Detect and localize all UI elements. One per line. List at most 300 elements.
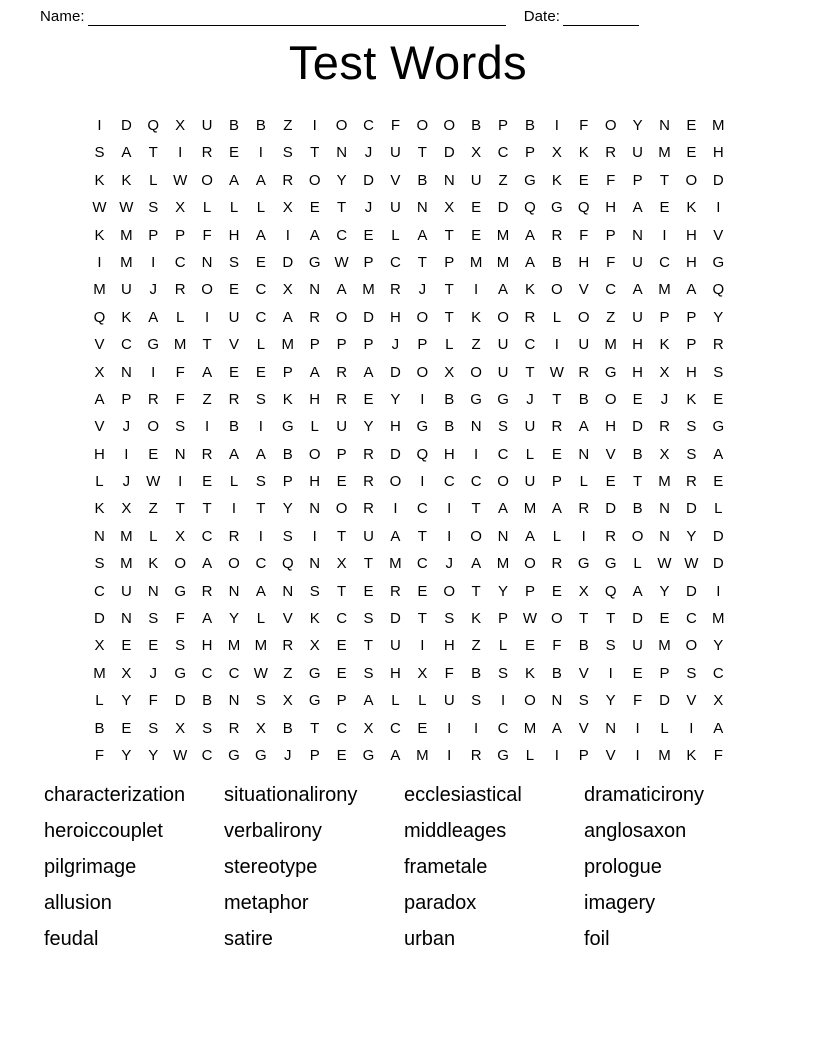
- grid-cell[interactable]: B: [444, 418, 455, 436]
- grid-cell[interactable]: O: [604, 117, 617, 134]
- grid-cell[interactable]: M: [523, 719, 537, 737]
- grid-cell[interactable]: R: [390, 281, 401, 299]
- grid-cell[interactable]: F: [606, 253, 616, 271]
- grid-cell[interactable]: W: [334, 253, 349, 271]
- grid-cell[interactable]: B: [551, 664, 562, 682]
- grid-cell[interactable]: I: [204, 308, 210, 326]
- grid-cell[interactable]: E: [524, 637, 535, 655]
- grid-cell[interactable]: T: [337, 527, 347, 545]
- grid-cell[interactable]: S: [228, 253, 239, 271]
- grid-cell[interactable]: U: [336, 418, 348, 436]
- grid-cell[interactable]: H: [685, 363, 697, 381]
- grid-cell[interactable]: M: [658, 281, 671, 299]
- grid-cell[interactable]: L: [95, 692, 104, 710]
- grid-cell[interactable]: B: [444, 390, 455, 408]
- word-list-item[interactable]: middleages: [404, 820, 507, 842]
- grid-cell[interactable]: X: [713, 692, 724, 710]
- grid-cell[interactable]: S: [498, 664, 509, 682]
- grid-cell[interactable]: X: [175, 527, 186, 545]
- grid-cell[interactable]: A: [417, 226, 428, 244]
- grid-cell[interactable]: U: [632, 144, 643, 162]
- grid-cell[interactable]: R: [605, 527, 617, 545]
- grid-cell[interactable]: R: [363, 500, 374, 518]
- grid-cell[interactable]: S: [363, 610, 374, 628]
- grid-cell[interactable]: Y: [121, 746, 132, 764]
- grid-cell[interactable]: R: [551, 555, 563, 573]
- grid-cell[interactable]: W: [253, 664, 268, 682]
- grid-cell[interactable]: I: [608, 664, 613, 682]
- grid-cell[interactable]: F: [552, 637, 562, 655]
- grid-cell[interactable]: Q: [281, 555, 294, 573]
- grid-cell[interactable]: A: [309, 226, 320, 244]
- grid-cell[interactable]: A: [121, 144, 132, 162]
- grid-cell[interactable]: C: [201, 664, 213, 682]
- grid-cell[interactable]: H: [390, 418, 401, 436]
- grid-cell[interactable]: C: [416, 500, 428, 518]
- grid-cell[interactable]: L: [229, 473, 239, 491]
- grid-cell[interactable]: E: [228, 281, 239, 299]
- grid-cell[interactable]: O: [416, 117, 429, 134]
- grid-cell[interactable]: K: [686, 199, 697, 217]
- grid-cell[interactable]: R: [228, 390, 240, 408]
- grid-cell[interactable]: I: [447, 719, 452, 737]
- grid-cell[interactable]: R: [336, 363, 348, 381]
- grid-cell[interactable]: L: [525, 746, 535, 764]
- grid-cell[interactable]: S: [605, 637, 616, 655]
- grid-cell[interactable]: C: [416, 555, 428, 573]
- grid-cell[interactable]: U: [632, 308, 643, 326]
- grid-cell[interactable]: C: [443, 473, 455, 491]
- grid-cell[interactable]: E: [148, 637, 159, 655]
- grid-cell[interactable]: N: [443, 171, 455, 189]
- grid-cell[interactable]: R: [578, 500, 590, 518]
- grid-cell[interactable]: G: [416, 418, 429, 436]
- grid-cell[interactable]: V: [605, 445, 616, 463]
- grid-cell[interactable]: K: [686, 746, 697, 764]
- grid-cell[interactable]: R: [685, 473, 697, 491]
- grid-cell[interactable]: U: [524, 418, 536, 436]
- grid-cell[interactable]: E: [336, 746, 347, 764]
- grid-cell[interactable]: S: [255, 692, 266, 710]
- grid-cell[interactable]: O: [497, 473, 509, 491]
- grid-cell[interactable]: G: [308, 692, 321, 710]
- grid-cell[interactable]: M: [173, 336, 187, 354]
- grid-cell[interactable]: N: [659, 527, 670, 545]
- grid-cell[interactable]: A: [228, 171, 239, 189]
- grid-cell[interactable]: C: [497, 445, 509, 463]
- grid-cell[interactable]: D: [632, 610, 643, 628]
- grid-cell[interactable]: J: [149, 281, 158, 299]
- word-list-item[interactable]: situationalirony: [224, 784, 358, 806]
- grid-cell[interactable]: I: [662, 226, 667, 244]
- grid-cell[interactable]: E: [255, 253, 266, 271]
- grid-cell[interactable]: L: [552, 308, 562, 326]
- grid-cell[interactable]: B: [255, 117, 266, 134]
- grid-cell[interactable]: U: [632, 253, 643, 271]
- grid-cell[interactable]: E: [336, 664, 347, 682]
- grid-cell[interactable]: N: [470, 418, 482, 436]
- grid-cell[interactable]: N: [228, 582, 240, 600]
- grid-cell[interactable]: G: [362, 746, 375, 764]
- grid-cell[interactable]: X: [94, 363, 105, 381]
- grid-cell[interactable]: X: [659, 363, 670, 381]
- grid-cell[interactable]: C: [174, 253, 186, 271]
- word-list-item[interactable]: pilgrimage: [44, 856, 137, 878]
- grid-cell[interactable]: N: [659, 117, 670, 134]
- grid-cell[interactable]: N: [94, 527, 105, 545]
- grid-cell[interactable]: N: [336, 144, 348, 162]
- grid-cell[interactable]: H: [605, 199, 617, 217]
- grid-cell[interactable]: S: [471, 692, 482, 710]
- grid-cell[interactable]: R: [228, 719, 240, 737]
- grid-cell[interactable]: L: [256, 336, 266, 354]
- grid-cell[interactable]: J: [122, 418, 131, 436]
- grid-cell[interactable]: S: [255, 390, 266, 408]
- grid-cell[interactable]: O: [470, 527, 482, 545]
- grid-cell[interactable]: A: [713, 719, 724, 737]
- grid-cell[interactable]: O: [335, 500, 348, 518]
- grid-cell[interactable]: L: [633, 555, 642, 573]
- grid-cell[interactable]: A: [578, 418, 589, 436]
- grid-cell[interactable]: O: [443, 582, 456, 600]
- grid-cell[interactable]: E: [363, 582, 374, 600]
- grid-cell[interactable]: A: [632, 281, 643, 299]
- grid-cell[interactable]: I: [420, 637, 425, 655]
- grid-cell[interactable]: H: [201, 637, 213, 655]
- grid-cell[interactable]: K: [94, 500, 105, 518]
- grid-cell[interactable]: T: [552, 390, 562, 408]
- grid-cell[interactable]: D: [363, 171, 374, 189]
- grid-cell[interactable]: Y: [713, 308, 724, 326]
- grid-cell[interactable]: C: [336, 226, 348, 244]
- grid-cell[interactable]: B: [282, 719, 293, 737]
- grid-cell[interactable]: B: [228, 117, 239, 134]
- grid-cell[interactable]: M: [658, 637, 671, 655]
- grid-cell[interactable]: C: [524, 336, 536, 354]
- grid-cell[interactable]: I: [474, 719, 479, 737]
- grid-cell[interactable]: N: [659, 500, 670, 518]
- grid-cell[interactable]: U: [201, 117, 213, 134]
- grid-cell[interactable]: Z: [202, 390, 212, 408]
- word-list-item[interactable]: urban: [404, 928, 456, 950]
- grid-cell[interactable]: R: [363, 445, 374, 463]
- grid-cell[interactable]: S: [148, 199, 159, 217]
- grid-cell[interactable]: S: [282, 527, 293, 545]
- grid-cell[interactable]: O: [443, 117, 456, 134]
- grid-cell[interactable]: T: [202, 336, 212, 354]
- grid-cell[interactable]: E: [686, 117, 697, 134]
- grid-cell[interactable]: H: [685, 226, 697, 244]
- grid-cell[interactable]: G: [551, 199, 563, 217]
- word-list-item[interactable]: satire: [224, 928, 273, 950]
- grid-cell[interactable]: L: [391, 226, 400, 244]
- grid-cell[interactable]: T: [148, 144, 158, 162]
- grid-cell[interactable]: X: [551, 144, 562, 162]
- grid-cell[interactable]: P: [498, 610, 509, 628]
- grid-cell[interactable]: H: [712, 144, 724, 162]
- grid-cell[interactable]: I: [124, 445, 129, 463]
- grid-cell[interactable]: B: [471, 117, 482, 134]
- grid-cell[interactable]: M: [120, 253, 133, 271]
- grid-cell[interactable]: T: [417, 144, 427, 162]
- grid-cell[interactable]: M: [523, 500, 537, 518]
- grid-cell[interactable]: T: [256, 500, 266, 518]
- grid-cell[interactable]: T: [632, 473, 643, 491]
- date-write-line[interactable]: [563, 11, 639, 26]
- grid-cell[interactable]: I: [97, 117, 102, 134]
- grid-cell[interactable]: P: [363, 253, 374, 271]
- grid-cell[interactable]: U: [524, 473, 536, 491]
- grid-cell[interactable]: I: [581, 527, 586, 545]
- grid-cell[interactable]: M: [227, 637, 241, 655]
- grid-cell[interactable]: M: [93, 281, 106, 299]
- grid-cell[interactable]: D: [390, 445, 401, 463]
- grid-cell[interactable]: X: [363, 719, 374, 737]
- grid-cell[interactable]: I: [178, 144, 183, 162]
- grid-cell[interactable]: T: [525, 363, 535, 381]
- grid-cell[interactable]: T: [337, 199, 347, 217]
- grid-cell[interactable]: R: [390, 582, 401, 600]
- grid-cell[interactable]: I: [554, 336, 559, 354]
- grid-cell[interactable]: A: [202, 363, 213, 381]
- grid-cell[interactable]: S: [498, 418, 509, 436]
- grid-cell[interactable]: I: [285, 226, 290, 244]
- grid-cell[interactable]: N: [605, 719, 617, 737]
- word-list-item[interactable]: paradox: [404, 892, 477, 914]
- grid-cell[interactable]: P: [551, 473, 562, 491]
- grid-cell[interactable]: S: [282, 144, 293, 162]
- grid-cell[interactable]: F: [202, 226, 212, 244]
- grid-cell[interactable]: P: [417, 336, 428, 354]
- grid-cell[interactable]: X: [417, 664, 428, 682]
- grid-cell[interactable]: N: [551, 692, 563, 710]
- grid-cell[interactable]: E: [417, 582, 428, 600]
- grid-cell[interactable]: E: [363, 226, 374, 244]
- grid-cell[interactable]: I: [204, 418, 210, 436]
- grid-cell[interactable]: C: [605, 281, 617, 299]
- grid-cell[interactable]: F: [579, 226, 589, 244]
- grid-cell[interactable]: V: [94, 418, 105, 436]
- grid-cell[interactable]: S: [255, 473, 266, 491]
- grid-cell[interactable]: D: [174, 692, 186, 710]
- grid-cell[interactable]: L: [202, 199, 212, 217]
- grid-cell[interactable]: P: [659, 664, 670, 682]
- word-list-item[interactable]: heroiccouplet: [44, 820, 163, 842]
- grid-cell[interactable]: R: [470, 746, 482, 764]
- grid-cell[interactable]: U: [470, 171, 482, 189]
- grid-cell[interactable]: Q: [93, 308, 106, 326]
- grid-cell[interactable]: C: [94, 582, 105, 600]
- grid-cell[interactable]: S: [175, 418, 186, 436]
- grid-cell[interactable]: V: [228, 336, 239, 354]
- grid-cell[interactable]: X: [336, 555, 347, 573]
- grid-cell[interactable]: P: [605, 226, 616, 244]
- grid-cell[interactable]: E: [121, 637, 132, 655]
- grid-cell[interactable]: D: [94, 610, 105, 628]
- grid-cell[interactable]: M: [120, 226, 133, 244]
- grid-cell[interactable]: P: [686, 336, 697, 354]
- grid-cell[interactable]: Y: [121, 692, 132, 710]
- grid-cell[interactable]: A: [228, 445, 239, 463]
- grid-cell[interactable]: G: [228, 746, 240, 764]
- grid-cell[interactable]: T: [417, 253, 427, 271]
- grid-cell[interactable]: S: [148, 610, 159, 628]
- grid-cell[interactable]: B: [471, 664, 482, 682]
- grid-cell[interactable]: X: [471, 144, 482, 162]
- grid-cell[interactable]: M: [281, 336, 295, 354]
- grid-cell[interactable]: F: [713, 746, 723, 764]
- grid-cell[interactable]: S: [686, 445, 697, 463]
- grid-cell[interactable]: L: [149, 527, 158, 545]
- grid-cell[interactable]: M: [416, 746, 429, 764]
- grid-cell[interactable]: E: [121, 719, 132, 737]
- grid-cell[interactable]: I: [447, 500, 452, 518]
- grid-cell[interactable]: U: [390, 199, 401, 217]
- grid-cell[interactable]: S: [148, 719, 159, 737]
- grid-cell[interactable]: E: [713, 473, 724, 491]
- grid-cell[interactable]: Z: [606, 308, 616, 326]
- grid-cell[interactable]: X: [175, 117, 186, 134]
- grid-cell[interactable]: E: [255, 363, 266, 381]
- grid-cell[interactable]: I: [258, 418, 263, 436]
- grid-cell[interactable]: X: [94, 637, 105, 655]
- grid-cell[interactable]: H: [228, 226, 240, 244]
- grid-cell[interactable]: I: [635, 719, 640, 737]
- grid-cell[interactable]: I: [447, 527, 452, 545]
- grid-cell[interactable]: O: [524, 555, 536, 573]
- grid-cell[interactable]: G: [174, 664, 186, 682]
- grid-cell[interactable]: R: [605, 144, 617, 162]
- word-list-item[interactable]: ecclesiastical: [404, 784, 522, 806]
- grid-cell[interactable]: O: [685, 637, 698, 655]
- grid-cell[interactable]: K: [578, 144, 589, 162]
- grid-cell[interactable]: F: [175, 390, 185, 408]
- grid-cell[interactable]: M: [712, 610, 725, 628]
- grid-cell[interactable]: P: [659, 308, 670, 326]
- grid-cell[interactable]: L: [310, 418, 319, 436]
- grid-cell[interactable]: K: [94, 171, 105, 189]
- grid-cell[interactable]: I: [474, 445, 479, 463]
- grid-cell[interactable]: A: [390, 746, 401, 764]
- word-list-item[interactable]: metaphor: [224, 892, 309, 914]
- grid-cell[interactable]: M: [658, 746, 671, 764]
- grid-cell[interactable]: L: [149, 171, 158, 189]
- grid-cell[interactable]: G: [604, 555, 617, 573]
- grid-cell[interactable]: S: [363, 664, 374, 682]
- grid-cell[interactable]: Q: [524, 199, 536, 217]
- grid-cell[interactable]: D: [685, 500, 697, 518]
- grid-cell[interactable]: L: [229, 199, 239, 217]
- grid-cell[interactable]: I: [151, 253, 156, 271]
- grid-cell[interactable]: G: [604, 363, 617, 381]
- grid-cell[interactable]: R: [712, 336, 724, 354]
- grid-cell[interactable]: F: [175, 610, 185, 628]
- grid-cell[interactable]: C: [255, 281, 267, 299]
- grid-cell[interactable]: J: [445, 555, 453, 573]
- grid-cell[interactable]: Z: [498, 171, 508, 189]
- grid-cell[interactable]: P: [336, 336, 347, 354]
- grid-cell[interactable]: E: [336, 473, 347, 491]
- grid-cell[interactable]: G: [524, 171, 536, 189]
- grid-cell[interactable]: R: [201, 445, 213, 463]
- grid-cell[interactable]: O: [147, 418, 160, 436]
- grid-cell[interactable]: M: [658, 473, 671, 491]
- grid-cell[interactable]: X: [659, 445, 670, 463]
- grid-cell[interactable]: I: [258, 527, 263, 545]
- grid-cell[interactable]: W: [146, 473, 161, 491]
- grid-cell[interactable]: G: [281, 418, 294, 436]
- grid-cell[interactable]: C: [363, 117, 374, 134]
- grid-cell[interactable]: E: [659, 610, 670, 628]
- grid-cell[interactable]: E: [686, 144, 697, 162]
- grid-cell[interactable]: D: [712, 171, 724, 189]
- grid-cell[interactable]: H: [390, 308, 401, 326]
- grid-cell[interactable]: D: [390, 363, 401, 381]
- grid-cell[interactable]: J: [391, 336, 400, 354]
- grid-cell[interactable]: T: [444, 281, 454, 299]
- grid-cell[interactable]: I: [231, 500, 237, 518]
- grid-cell[interactable]: M: [389, 555, 402, 573]
- grid-cell[interactable]: F: [175, 363, 185, 381]
- grid-cell[interactable]: C: [470, 473, 482, 491]
- grid-cell[interactable]: M: [362, 281, 375, 299]
- grid-cell[interactable]: P: [444, 253, 455, 271]
- grid-cell[interactable]: T: [417, 527, 427, 545]
- grid-cell[interactable]: W: [549, 363, 564, 381]
- grid-cell[interactable]: I: [151, 363, 156, 381]
- grid-cell[interactable]: O: [631, 527, 644, 545]
- grid-cell[interactable]: C: [497, 144, 509, 162]
- grid-cell[interactable]: D: [120, 117, 132, 134]
- grid-cell[interactable]: O: [228, 555, 240, 573]
- word-list-item[interactable]: allusion: [44, 892, 112, 914]
- grid-cell[interactable]: X: [282, 281, 293, 299]
- grid-cell[interactable]: Y: [336, 171, 347, 189]
- grid-cell[interactable]: A: [524, 253, 535, 271]
- grid-cell[interactable]: L: [498, 637, 508, 655]
- grid-cell[interactable]: U: [228, 308, 240, 326]
- grid-cell[interactable]: C: [228, 664, 240, 682]
- grid-cell[interactable]: I: [447, 746, 452, 764]
- grid-cell[interactable]: Q: [712, 281, 725, 299]
- grid-cell[interactable]: A: [94, 390, 105, 408]
- grid-cell[interactable]: B: [524, 117, 535, 134]
- grid-cell[interactable]: H: [309, 390, 321, 408]
- grid-cell[interactable]: H: [309, 473, 321, 491]
- grid-cell[interactable]: R: [336, 390, 348, 408]
- grid-cell[interactable]: G: [497, 746, 509, 764]
- grid-cell[interactable]: P: [578, 746, 589, 764]
- grid-cell[interactable]: T: [363, 555, 374, 573]
- grid-cell[interactable]: E: [309, 199, 320, 217]
- grid-cell[interactable]: O: [416, 308, 429, 326]
- grid-cell[interactable]: Q: [147, 117, 160, 134]
- grid-cell[interactable]: I: [716, 582, 721, 600]
- grid-cell[interactable]: C: [201, 527, 213, 545]
- grid-cell[interactable]: X: [444, 363, 455, 381]
- grid-cell[interactable]: C: [336, 610, 348, 628]
- grid-cell[interactable]: K: [524, 664, 535, 682]
- grid-cell[interactable]: X: [309, 637, 320, 655]
- grid-cell[interactable]: F: [390, 117, 400, 134]
- grid-cell[interactable]: T: [417, 610, 427, 628]
- grid-cell[interactable]: E: [551, 582, 562, 600]
- grid-cell[interactable]: M: [120, 555, 133, 573]
- grid-cell[interactable]: K: [121, 308, 132, 326]
- grid-cell[interactable]: A: [148, 308, 159, 326]
- grid-cell[interactable]: E: [363, 390, 374, 408]
- grid-cell[interactable]: L: [660, 719, 669, 737]
